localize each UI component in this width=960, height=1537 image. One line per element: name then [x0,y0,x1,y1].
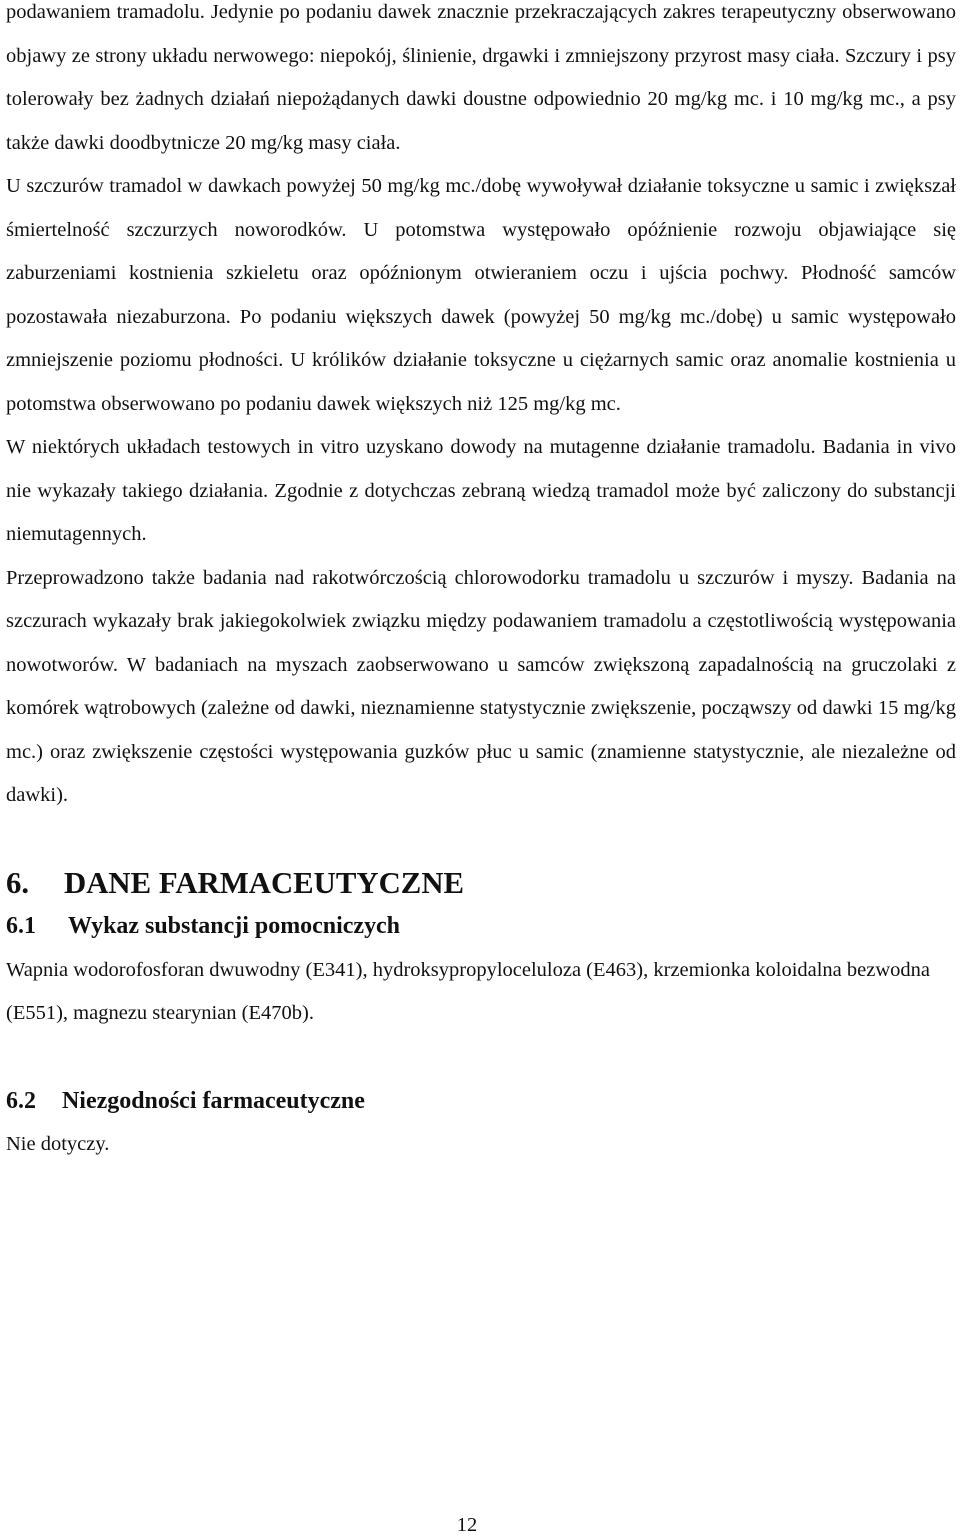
subsection-heading-excipients [6,905,956,949]
section-heading-pharmaceutical-data [6,862,956,906]
subsection-heading-incompatibilities [6,1080,956,1124]
subsection-number: 6.2 [6,1087,36,1114]
spacer [6,818,956,862]
section-number: 6. [6,865,30,900]
page-number: 12 [456,1514,478,1536]
subsection-title: Niezgodności farmaceutyczne [62,1087,365,1114]
incompatibilities-text: Nie dotyczy. [6,1133,110,1155]
section-title: DANE FARMACEUTYCZNE [64,865,465,900]
excipients-text: Wapnia wodorofosforan dwuwodny (E341), hydroksypropyloceluloza (E463), krzemionka koloidalna bezwodna (E551), magnezu stearynian (E470b). [6,958,931,1024]
paragraph-toxicity: podawaniem tramadolu. Jedynie po podaniu dawek znacznie przekraczających zakres terapeutyczny obserwowano objawy ze strony układu nerwowego: niepokój, ślinienie, drgawki i zmniejszony przyrost masy ciała. Szczury i psy tolerowały bez żadnych działań niepożądanych dawki doustne odpowiednio 20 mg/kg mc. i 10 mg/kg mc., a psy także dawki doodbytnicze 20 mg/kg masy ciała. [6,1,956,154]
paragraph-reproductive-toxicity: U szczurów tramadol w dawkach powyżej 50 mg/kg mc./dobę wywoływał działanie toksyczne u samic i zwiększał śmiertelność szczurzych noworodków. U potomstwa występowało opóźnienie rozwoju objawiające się zaburzeniami kostnienia szkieletu oraz opóźnionym otwieraniem oczu i ujścia pochwy. Płodność samców pozostawała niezaburzona. Po podaniu większych dawek (powyżej 50 mg/kg mc./dobę) u samic występowało zmniejszenie poziomu płodności. U królików działanie toksyczne u ciężarnych samic oraz anomalie kostnienia u potomstwa obserwowano po podaniu dawek większych niż 125 mg/kg mc. [6,175,956,415]
paragraph-mutagenicity: W niektórych układach testowych in vitro uzyskano dowody na mutagenne działanie tramadolu. Badania in vivo nie wykazały takiego działania. Zgodnie z dotychczas zebraną wiedzą tramadol może być zaliczony do substancji niemutagennych. [6,436,956,545]
subsection-number: 6.1 [6,913,36,939]
spacer [6,1036,956,1080]
paragraph-carcinogenicity: Przeprowadzono także badania nad rakotwórczością chlorowodorku tramadolu u szczurów i myszy. Badania na szczurach wykazały brak jakiegokolwiek związku między podawaniem tramadolu a częstotliwością występowania nowotworów. W badaniach na myszach zaobserwowano u samców zwiększoną zapadalnością na gruczolaki z komórek wątrobowych (zależne od dawki, nieznamienne statystycznie zwiększenie, począwszy od dawki 15 mg/kg mc.) oraz zwiększenie częstości występowania guzków płuc u samic (znamienne statystycznie, ale niezależne od dawki). [6,566,956,806]
document-page [6,0,956,1167]
subsection-title: Wykaz substancji pomocniczych [68,913,401,939]
